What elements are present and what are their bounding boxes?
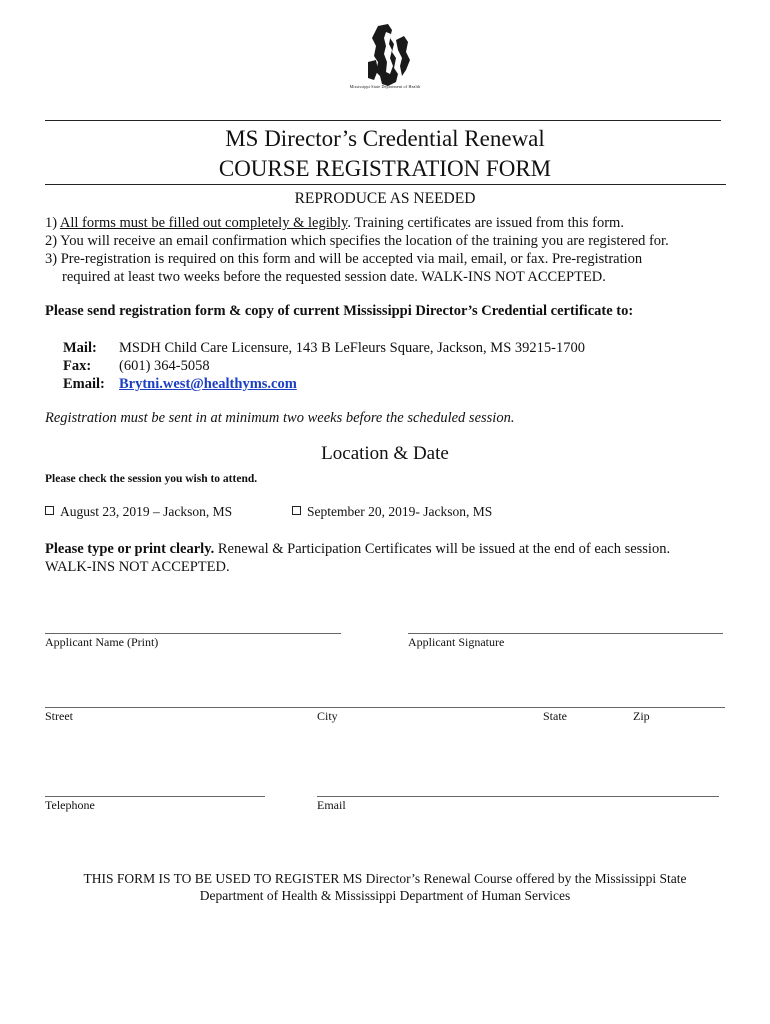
applicant-signature-label: Applicant Signature [408,635,505,649]
session-1-label: August 23, 2019 – Jackson, MS [60,504,233,519]
fax-number: (601) 364-5058 [119,358,210,374]
contact-email [63,375,297,393]
mail-address: MSDH Child Care Licensure, 143 B LeFleurs Square, Jackson, MS 39215-1700 [119,340,585,356]
email-field[interactable] [317,796,719,797]
telephone-field[interactable] [45,796,265,797]
email-label: Email: [63,376,105,392]
applicant-name-field[interactable] [45,633,341,634]
location-heading: Location & Date [321,443,449,464]
footer-line2: Department of Health & Mississippi Department of Human Services [199,888,571,903]
state-label: State [543,709,567,723]
instruction-item: 3) Pre-registration is required on this form and will be accepted via mail, email, or fax. Pre-registration [45,251,643,267]
contact-fax [63,357,210,375]
session-1-checkbox[interactable] [45,506,54,515]
applicant-signature-field[interactable] [408,633,723,634]
mail-label: Mail: [63,340,97,356]
applicant-name-label: Applicant Name (Print) [45,635,159,649]
session-2-label: September 20, 2019- Jackson, MS [307,504,493,519]
session-2-checkbox[interactable] [292,506,301,515]
instruction-item: required at least two weeks before the requested session date. WALK-INS NOT ACCEPTED. [62,269,606,285]
page-title-line2: COURSE REGISTRATION FORM [218,156,552,181]
reproduce-note: REPRODUCE AS NEEDED [294,190,476,207]
session-option-1[interactable] [45,504,232,520]
send-heading: Please send registration form & copy of current Mississippi Director’s Credential certificate to: [45,303,634,319]
telephone-label: Telephone [45,798,95,812]
footer-note [60,870,710,904]
logo-caption: Mississippi State Department of Health [349,84,421,89]
contact-mail [63,339,585,357]
print-note-bold: Please type or print clearly. [45,541,215,557]
print-instructions [45,540,745,576]
instruction-item: 2) You will receive an email confirmation which specifies the location of the training you are registered for. [45,233,669,249]
email-field-label: Email [317,798,346,812]
session-option-2[interactable] [292,504,492,520]
fax-label: Fax: [63,358,92,374]
city-label: City [317,709,338,723]
zip-label: Zip [633,709,650,723]
page-title-line1: MS Director’s Credential Renewal [225,126,545,151]
deadline-note: Registration must be sent in at minimum two weeks before the scheduled session. [45,410,515,426]
title-top-rule [45,120,721,121]
print-note-rest: Renewal & Participation Certificates will be issued at the end of each session. [214,541,671,557]
session-instruction: Please check the session you wish to attend. [45,473,258,485]
print-note-line2: WALK-INS NOT ACCEPTED. [45,559,230,575]
instruction-item: 1) All forms must be filled out completely & legibly. Training certificates are issued from this form. [45,215,624,231]
address-field[interactable] [45,707,725,708]
email-link[interactable]: Brytni.west@healthyms.com [119,376,297,392]
instructions-list [45,214,745,286]
title-bottom-rule [45,184,726,185]
footer-line1: THIS FORM IS TO BE USED TO REGISTER MS Director’s Renewal Course offered by the Mississippi State [83,871,687,886]
street-label: Street [45,709,73,723]
